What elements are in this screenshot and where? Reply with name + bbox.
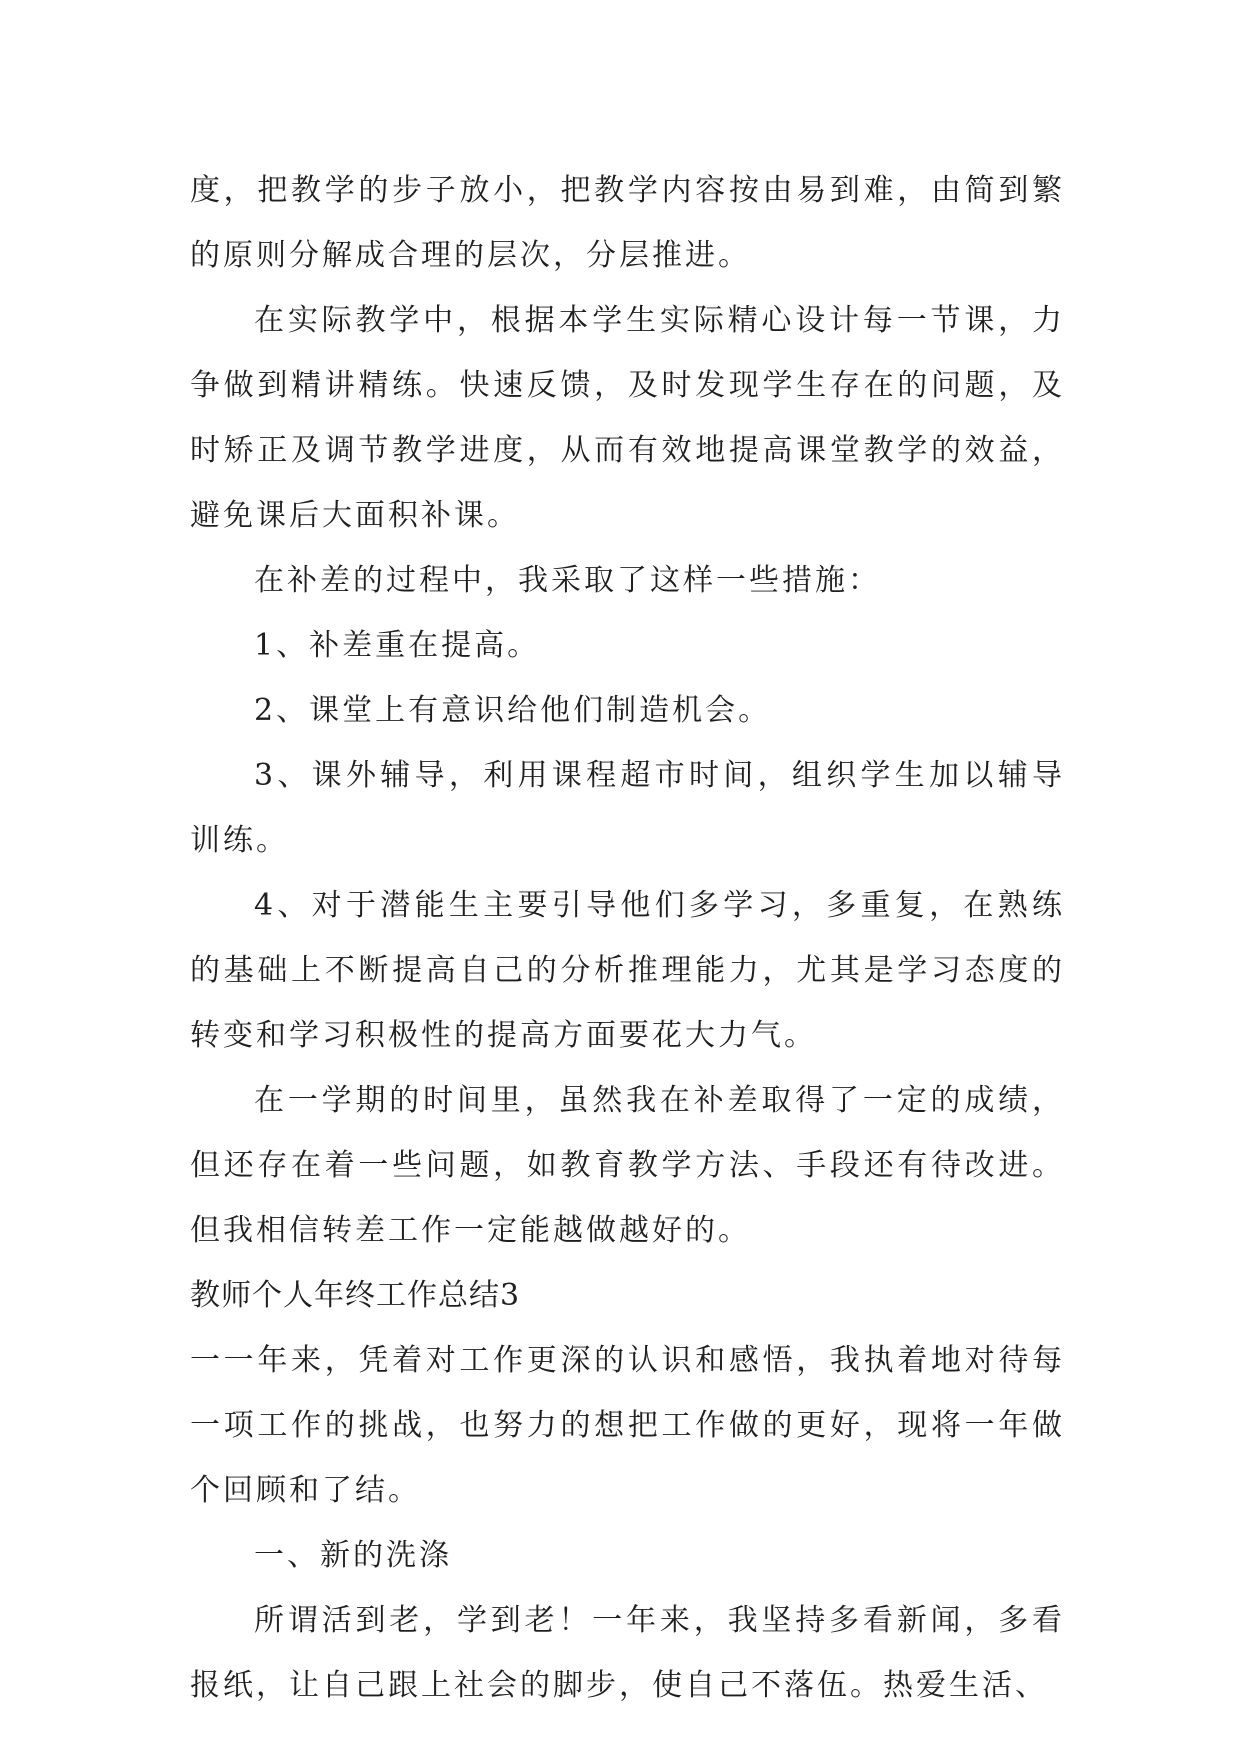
paragraph-continuation: 度，把教学的步子放小，把教学内容按由易到难，由简到繁的原则分解成合理的层次，分层推进。 xyxy=(190,173,1065,273)
section-heading: 教师个人年终工作总结3 xyxy=(190,1278,521,1313)
paragraph-teaching-practice: 在实际教学中，根据本学生实际精心设计每一节课，力争做到精讲精练。快速反馈，及时发现学生存在的问题，及时矫正及调节教学进度，从而有效地提高课堂教学的效益，避免课后大面积补课。 xyxy=(190,303,1065,533)
list-item-2: 2、课堂上有意识给他们制造机会。 xyxy=(254,693,772,728)
list-item-4: 4、对于潜能生主要引导他们多学习，多重复，在熟练的基础上不断提高自己的分析推理能力，尤其是学习态度的转变和学习积极性的提高方面要花大力气。 xyxy=(190,888,1065,1053)
subsection-heading: 一、新的洗涤 xyxy=(254,1538,452,1573)
paragraph-year-intro: 一一年来，凭着对工作更深的认识和感悟，我执着地对待每一项工作的挑战，也努力的想把工作做的更好，现将一年做个回顾和了结。 xyxy=(190,1343,1065,1508)
paragraph-lifelong-learning: 所谓活到老，学到老！一年来，我坚持多看新闻，多看报纸，让自己跟上社会的脚步，使自己不落伍。热爱生活、 xyxy=(190,1603,1065,1703)
list-item-3: 3、课外辅导，利用课程超市时间，组织学生加以辅导训练。 xyxy=(190,758,1065,858)
paragraph-semester-summary: 在一学期的时间里，虽然我在补差取得了一定的成绩，但还存在着一些问题，如教育教学方法、手段还有待改进。但我相信转差工作一定能越做越好的。 xyxy=(190,1083,1065,1248)
document-body xyxy=(190,158,1065,1718)
list-item-1: 1、补差重在提高。 xyxy=(254,628,541,663)
paragraph-measures-intro: 在补差的过程中，我采取了这样一些措施： xyxy=(254,563,881,598)
